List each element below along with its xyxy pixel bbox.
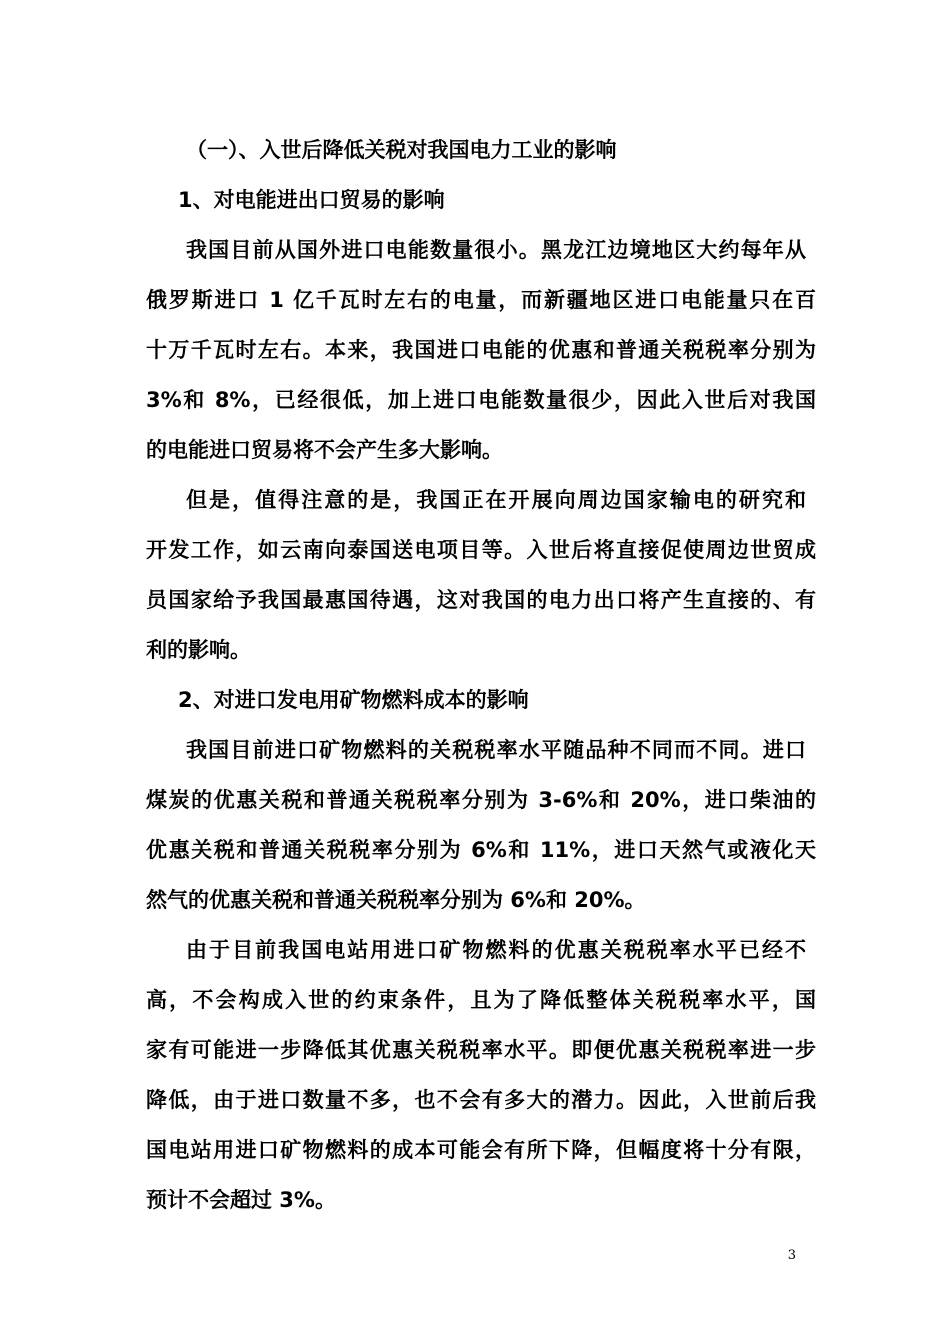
paragraph-line: 我国目前进口矿物燃料的关税税率水平随品种不同而不同。进口 <box>186 738 806 762</box>
paragraph-line: 降低，由于进口数量不多，也不会有多大的潜力。因此，入世前后我 <box>146 1088 816 1112</box>
paragraph-line: 国电站用进口矿物燃料的成本可能会有所下降，但幅度将十分有限， <box>146 1138 816 1162</box>
paragraph-line: 开发工作，如云南向泰国送电项目等。入世后将直接促使周边世贸成 <box>146 538 816 562</box>
paragraph-line: 俄罗斯进口 1 亿千瓦时左右的电量，而新疆地区进口电能量只在百 <box>146 288 816 312</box>
paragraph-line: 煤炭的优惠关税和普通关税税率分别为 3-6%和 20%，进口柴油的 <box>146 788 816 812</box>
section-heading: （一）、入世后降低关税对我国电力工业的影响 <box>186 138 617 162</box>
paragraph-line: 的电能进口贸易将不会产生多大影响。 <box>146 438 503 462</box>
paragraph-line: 利的影响。 <box>146 638 251 662</box>
paragraph-line: 家有可能进一步降低其优惠关税税率水平。即便优惠关税税率进一步 <box>146 1038 816 1062</box>
paragraph-line: 由于目前我国电站用进口矿物燃料的优惠关税税率水平已经不 <box>186 938 806 962</box>
paragraph-line: 十万千瓦时左右。本来，我国进口电能的优惠和普通关税税率分别为 <box>146 338 816 362</box>
paragraph-line: 我国目前从国外进口电能数量很小。黑龙江边境地区大约每年从 <box>186 238 806 262</box>
paragraph-line: 高，不会构成入世的约束条件，且为了降低整体关税税率水平，国 <box>146 988 816 1012</box>
page-number: 3 <box>787 1248 796 1263</box>
paragraph-line: 预计不会超过 3%。 <box>146 1188 336 1212</box>
subheading-fuel-costs: 2、对进口发电用矿物燃料成本的影响 <box>178 688 529 712</box>
paragraph-line: 然气的优惠关税和普通关税税率分别为 6%和 20%。 <box>146 888 646 912</box>
paragraph-line: 优惠关税和普通关税税率分别为 6%和 11%，进口天然气或液化天 <box>146 838 816 862</box>
paragraph-line: 员国家给予我国最惠国待遇，这对我国的电力出口将产生直接的、有 <box>146 588 816 612</box>
paragraph-line: 3%和 8%，已经很低，加上进口电能数量很少，因此入世后对我国 <box>146 388 816 412</box>
subheading-electricity-trade: 1、对电能进出口贸易的影响 <box>178 188 445 212</box>
paragraph-line: 但是，值得注意的是，我国正在开展向周边国家输电的研究和 <box>186 488 806 512</box>
